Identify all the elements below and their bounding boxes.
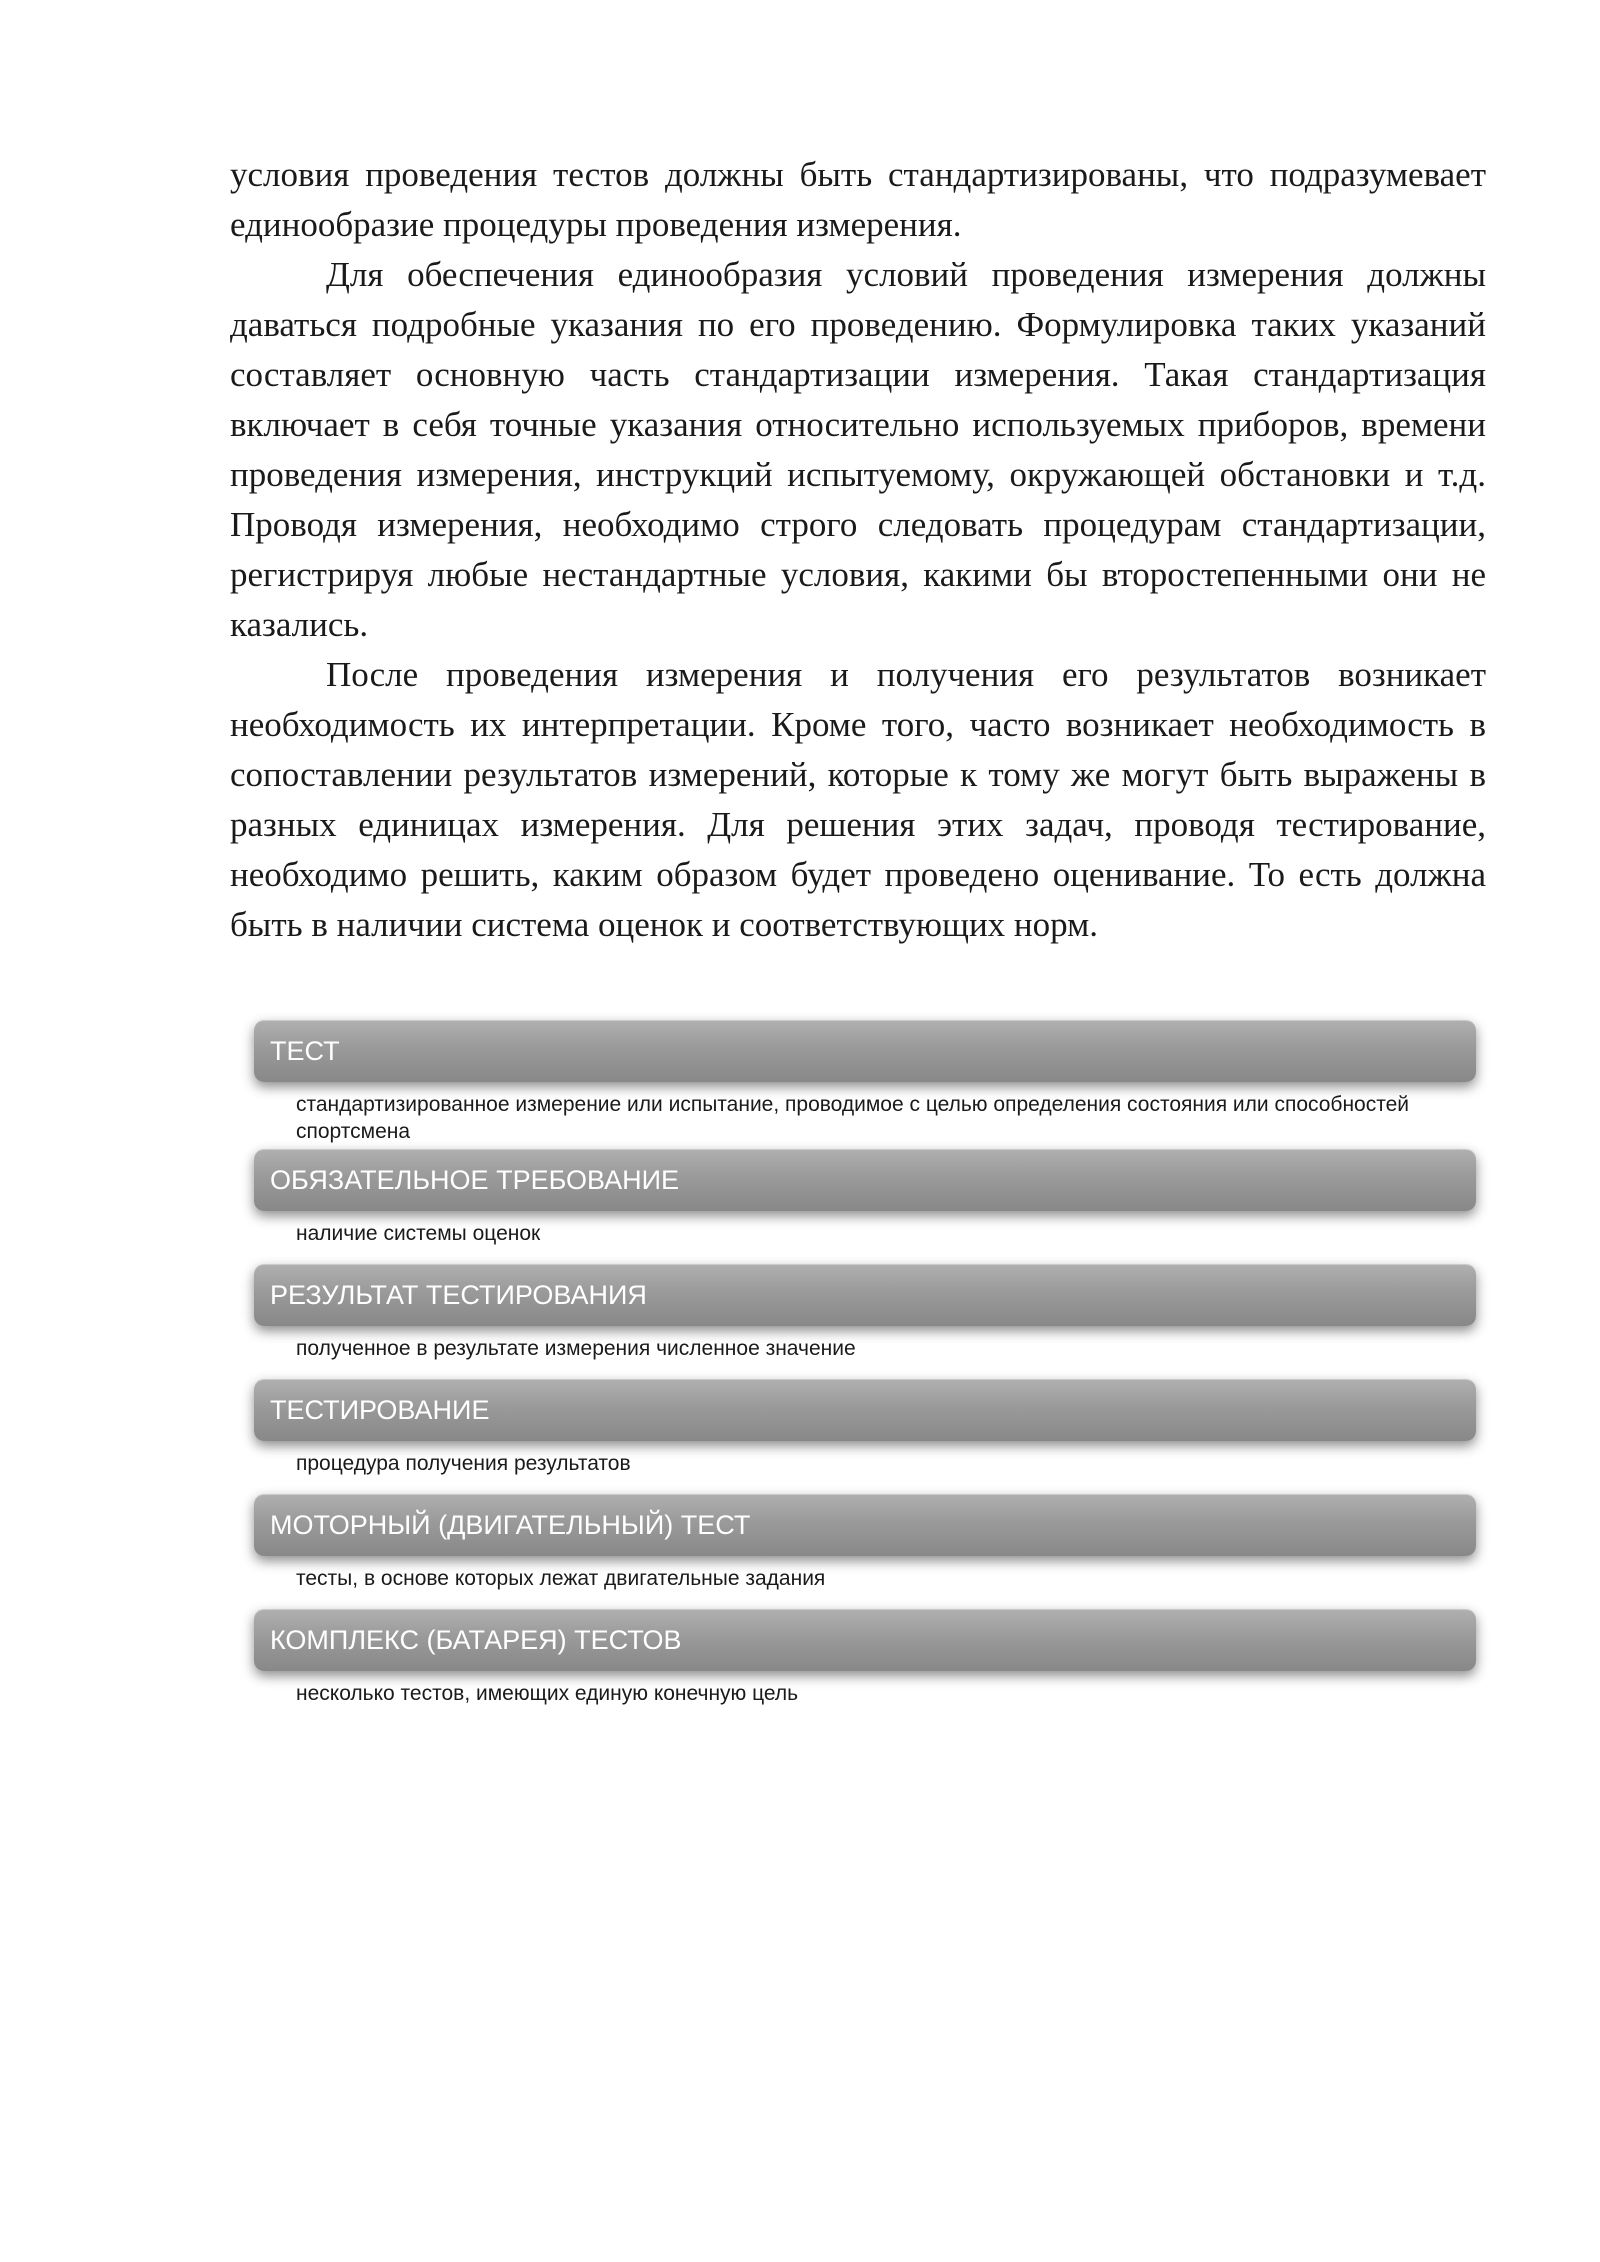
definition-description: полученное в результате измерения численное значение (296, 1337, 856, 1360)
definition-item (254, 1609, 1476, 1720)
definition-item (254, 1494, 1476, 1605)
definition-item (254, 1149, 1476, 1260)
definition-description: наличие системы оценок (296, 1222, 541, 1245)
paragraph-interpretation: После проведения измерения и получения его результатов возникает необходимость их интерпретации. Кроме того, часто возникает необходимость в сопоставлении результатов измерений, которые к тому же могут быть выражены в разных единицах измерения. Для решения этих задач, проводя тестирование, необходимо решить, каким образом будет проведено оценивание. То есть должна быть в наличии система оценок и соответствующих норм. (230, 655, 1486, 944)
definition-item (254, 1020, 1476, 1145)
definition-item (254, 1379, 1476, 1490)
definition-term: ОБЯЗАТЕЛЬНОЕ ТРЕБОВАНИЕ (254, 1149, 1476, 1211)
paragraph-standardization: Для обеспечения единообразия условий проведения измерения должны даваться подробные указания по его проведению. Формулировка таких указаний составляет основную часть стандартизации измерения. Такая стандартизация включает в себя точные указания относительно используемых приборов, времени проведения измерения, инструкций испытуемому, окружающей обстановки и т.д. Проводя измерения, необходимо строго следовать процедурам стандартизации, регистрируя любые нестандартные условия, какими бы второстепенными они не казались. (230, 255, 1486, 644)
definition-term: МОТОРНЫЙ (ДВИГАТЕЛЬНЫЙ) ТЕСТ (254, 1494, 1476, 1556)
definition-item (254, 1264, 1476, 1375)
definitions-list (254, 1020, 1476, 1720)
definition-term: ТЕСТИРОВАНИЕ (254, 1379, 1476, 1441)
definition-term: ТЕСТ (254, 1020, 1476, 1082)
definition-description: несколько тестов, имеющих единую конечную цель (296, 1682, 799, 1705)
definition-term: РЕЗУЛЬТАТ ТЕСТИРОВАНИЯ (254, 1264, 1476, 1326)
definition-term: КОМПЛЕКС (БАТАРЕЯ) ТЕСТОВ (254, 1609, 1476, 1671)
definition-description: тесты, в основе которых лежат двигательные задания (296, 1567, 826, 1590)
paragraph-continuation: условия проведения тестов должны быть стандартизированы, что подразумевает единообразие процедуры проведения измерения. (230, 155, 1486, 244)
definition-description: стандартизированное измерение или испытание, проводимое с целью определения состояния или способностей спортсмена (296, 1093, 1410, 1143)
definition-description: процедура получения результатов (296, 1452, 631, 1475)
body-text (230, 150, 1486, 950)
